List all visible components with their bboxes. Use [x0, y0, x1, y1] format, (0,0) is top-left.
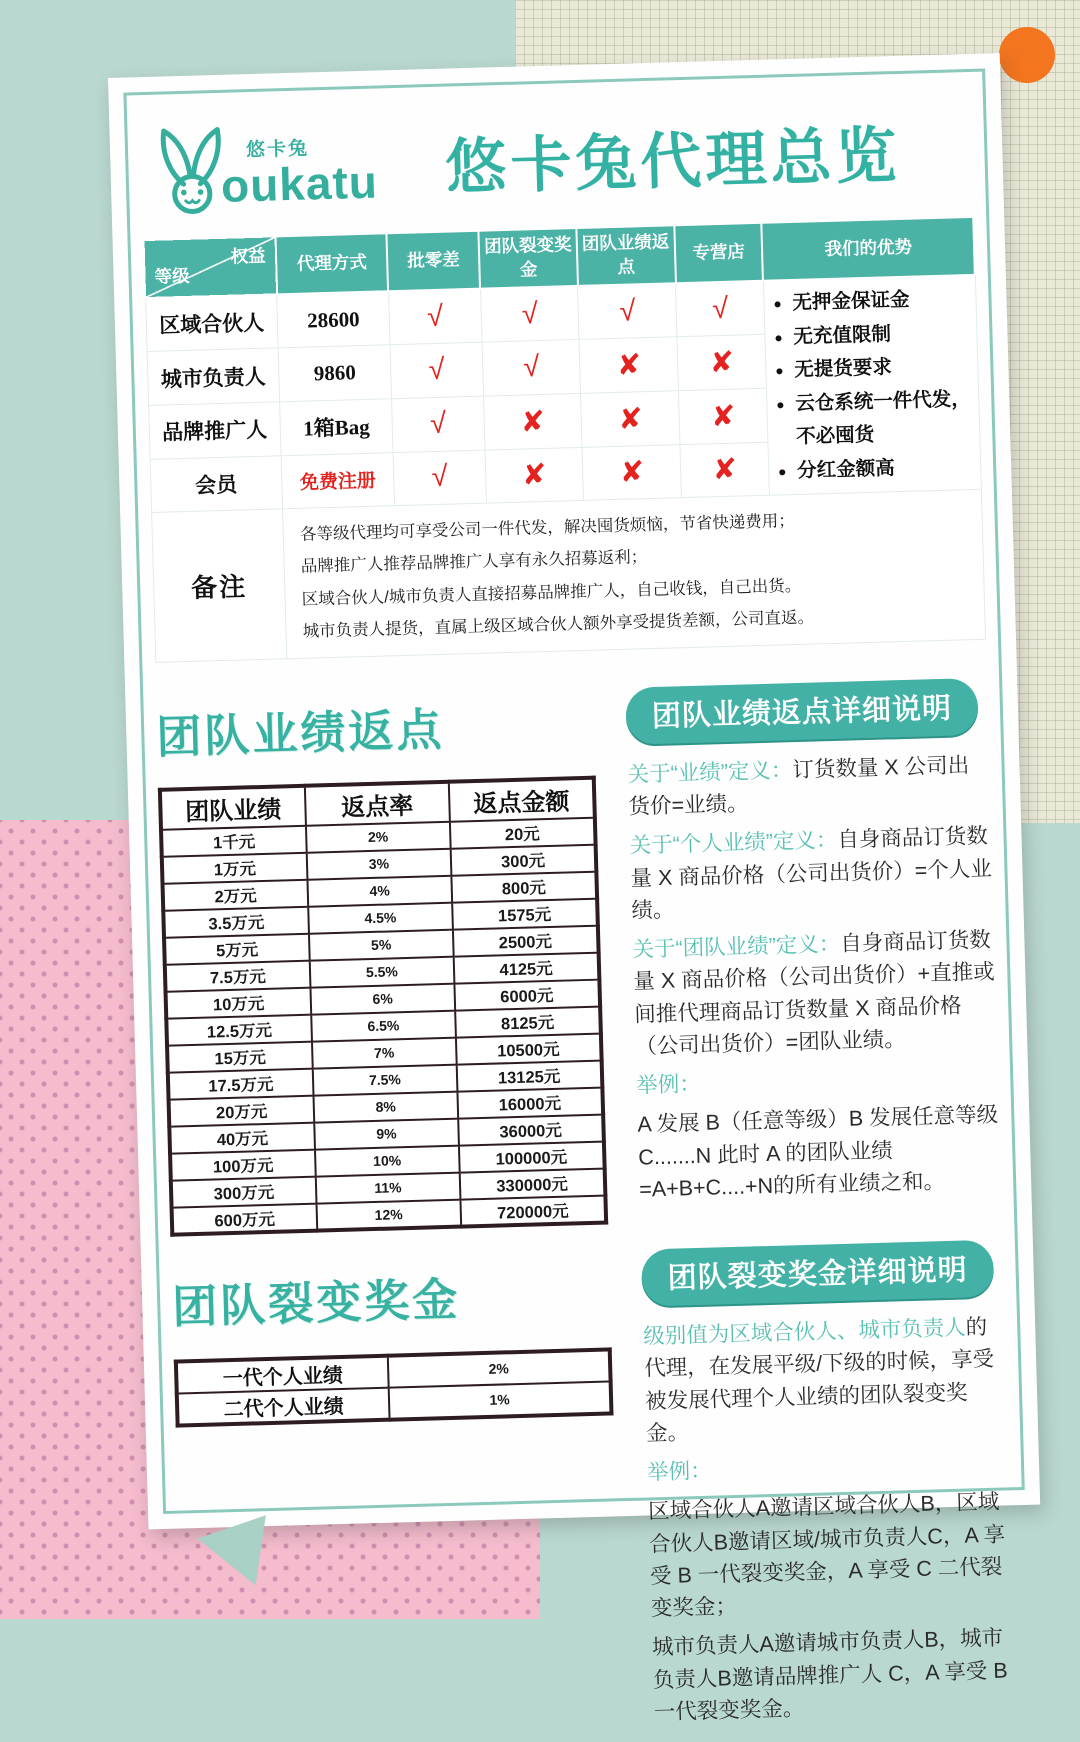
- paragraph: [627, 749, 991, 824]
- note-line: 各等级代理均可享受公司一件代发，解决囤货烦恼，节省快递费用；: [299, 512, 796, 545]
- rebate-section-title: 团队业绩返点: [155, 703, 446, 763]
- agency-comparison-table: [143, 216, 987, 663]
- cross-mark: ✘: [485, 447, 584, 503]
- header: [147, 102, 969, 217]
- cell: 100000元: [459, 1141, 605, 1172]
- cell: 6%: [310, 984, 455, 1015]
- rebate-col-performance: 团队业绩: [160, 786, 306, 830]
- cell: 2%: [306, 822, 451, 853]
- cell: 3.5万元: [163, 907, 308, 938]
- cell: 8125元: [455, 1006, 601, 1037]
- cell: 10%: [315, 1145, 460, 1176]
- example-lead: 举例：: [636, 1071, 702, 1098]
- level-name: 城市负责人: [147, 348, 280, 405]
- paragraph: [632, 924, 997, 1063]
- logo-text-en: oukatu: [220, 155, 379, 212]
- cell: 20万元: [169, 1096, 314, 1127]
- col-header-wholesale: 批零差: [387, 231, 480, 292]
- advantages-list: [792, 282, 976, 488]
- cell: 800元: [452, 872, 598, 903]
- rebate-table: [158, 776, 608, 1237]
- left-column: [155, 688, 628, 1741]
- corner-label-level: 等级: [154, 266, 190, 288]
- advantage-item: • 无提货要求: [794, 349, 973, 388]
- definition-body: 订货数量 X 公司出货价=业绩。: [628, 753, 970, 819]
- cell: 36000元: [458, 1114, 604, 1145]
- cross-mark: ✘: [582, 444, 681, 500]
- cell: 10500元: [456, 1033, 602, 1064]
- cell: 1%: [389, 1381, 612, 1419]
- cell: 1575元: [452, 899, 598, 930]
- fission-detail-badge: 团队裂变奖金详细说明: [641, 1240, 994, 1307]
- page-title: 悠卡兔代理总览: [444, 120, 902, 202]
- col-header-fission: 团队裂变奖金: [479, 228, 578, 289]
- advantage-item: • 分红金额高: [797, 450, 976, 489]
- level-price: 9860: [278, 345, 391, 402]
- definition-lead: 级别值为区域合伙人、城市负责人: [643, 1315, 967, 1349]
- cross-mark: ✘: [581, 391, 680, 447]
- definition-body: 的代理，在发展平级/下级的时候，享受被发展代理个人业绩的团队裂变奖金。: [643, 1315, 995, 1446]
- orange-circle-decoration: [999, 27, 1055, 83]
- triangle-decoration: [192, 1506, 266, 1586]
- rebate-col-rate: 返点率: [304, 782, 450, 826]
- cell: 330000元: [460, 1168, 606, 1199]
- notes-label: 备注: [151, 509, 287, 662]
- cell: 20元: [450, 818, 596, 849]
- level-name: 品牌推广人: [148, 402, 281, 459]
- paragraph: [643, 1311, 1008, 1450]
- cell: 9%: [314, 1118, 459, 1149]
- advantage-item: • 无押金保证金: [792, 282, 971, 321]
- cell: 15万元: [167, 1042, 312, 1073]
- check-mark: √: [389, 289, 482, 345]
- cell: 4.5%: [308, 903, 453, 934]
- definition-lead: 关于“团队业绩”定义：: [632, 932, 841, 962]
- cell: 11%: [315, 1172, 460, 1203]
- cell: 720000元: [461, 1195, 607, 1226]
- cell: 2%: [388, 1349, 611, 1387]
- definition-body: 自身商品订货数量 X 商品价格（公司出货价）=个人业绩。: [630, 824, 993, 923]
- notes-row: [151, 489, 985, 662]
- rebate-col-amount: 返点金额: [449, 778, 595, 822]
- cell: 7.5%: [312, 1065, 457, 1096]
- cell: 3%: [306, 849, 451, 880]
- advantage-item: • 云仓系统一件代发，不必囤货: [795, 383, 975, 455]
- cross-mark: ✘: [579, 337, 678, 393]
- definition-lead: 关于“业绩”定义：: [627, 758, 793, 787]
- cell: 17.5万元: [168, 1069, 313, 1100]
- cell: 12%: [316, 1199, 461, 1230]
- cell: 13125元: [457, 1060, 603, 1091]
- cell: 16000元: [458, 1087, 604, 1118]
- brand-logo: [147, 119, 378, 217]
- check-mark: √: [482, 340, 581, 396]
- corner-label-rights: 权益: [230, 245, 266, 267]
- cell: 6.5%: [311, 1011, 456, 1042]
- level-price: 28600: [277, 291, 390, 348]
- cell: 5%: [309, 930, 454, 961]
- cell: 7.5万元: [165, 961, 310, 992]
- poster-card: [108, 53, 1040, 1725]
- check-mark: √: [393, 450, 486, 506]
- level-price: 1箱Bag: [280, 399, 393, 456]
- right-column: [625, 678, 1016, 1729]
- fission-table: [174, 1347, 614, 1427]
- col-header-store: 专营店: [674, 223, 763, 283]
- paragraph: [636, 1060, 999, 1102]
- check-mark: √: [390, 342, 483, 398]
- cell: 300万元: [171, 1177, 316, 1208]
- col-header-rebate: 团队业绩返点: [576, 225, 675, 286]
- paragraph: [629, 820, 994, 927]
- level-name: 区域合伙人: [145, 294, 278, 351]
- rebate-detail-badge: 团队业绩返点详细说明: [625, 678, 978, 745]
- cross-mark: ✘: [679, 388, 768, 444]
- logo-text-cn: 悠卡兔: [245, 138, 310, 162]
- check-mark: √: [676, 281, 765, 337]
- cell: 600万元: [172, 1204, 317, 1235]
- cell: 一代个人业绩: [176, 1356, 389, 1394]
- example-body: 城市负责人A邀请城市负责人B，城市负责人B邀请品牌推广人 C，A 享受 B 一代裂变奖金。: [651, 1625, 1008, 1725]
- cell: 4125元: [454, 953, 600, 984]
- example-lead: 举例：: [646, 1458, 712, 1485]
- cross-mark: ✘: [680, 442, 769, 498]
- cell: 4%: [307, 876, 452, 907]
- example-body: A 发展 B（任意等级）B 发展任意等级 C.......N 此时 A 的团队业绩=A+B+C....+N的所有业绩之和。: [637, 1102, 999, 1202]
- cell: 5万元: [164, 934, 309, 965]
- example-body: 区域合伙人A邀请区域合伙人B，区域合伙人B邀请区域/城市负责人C，A 享受 B 一代裂变奖金，A 享受 C 二代裂变奖金；: [647, 1490, 1006, 1621]
- definition-lead: 关于“个人业绩”定义：: [629, 828, 838, 859]
- cell: 2万元: [163, 880, 308, 911]
- check-mark: √: [578, 283, 677, 339]
- cell: 7%: [312, 1038, 457, 1069]
- cell: 8%: [313, 1092, 458, 1123]
- notes-cell: [283, 489, 985, 658]
- cell: 1万元: [162, 853, 307, 884]
- col-header-agency: 代理方式: [275, 233, 388, 294]
- check-mark: √: [391, 396, 484, 452]
- check-mark: √: [480, 286, 579, 342]
- cell: 300元: [451, 845, 597, 876]
- paragraph: [637, 1099, 1002, 1206]
- advantage-item: • 无充值限制: [793, 316, 972, 355]
- level-name: 会员: [150, 455, 283, 512]
- note-line: 区域合伙人/城市负责人直接招募品牌推广人，自己收钱，自己出货。: [301, 576, 802, 609]
- col-header-advantage: 我们的优势: [762, 217, 975, 281]
- paragraph: [647, 1447, 1010, 1489]
- cell: 2500元: [453, 926, 599, 957]
- cell: 100万元: [170, 1150, 315, 1181]
- definition-body: 自身商品订货数量 X 商品价格（公司出货价）+直推或间推代理商品订货数量 X 商品价格（公司出货价）=团队业绩。: [633, 927, 996, 1059]
- cross-mark: ✘: [677, 334, 766, 390]
- cell: 1千元: [161, 826, 306, 857]
- fission-section-title: 团队裂变奖金: [171, 1273, 461, 1333]
- level-price: 免费注册: [281, 452, 394, 509]
- cell: 10万元: [166, 988, 311, 1019]
- fission-detail-text: [643, 1311, 1016, 1729]
- cell: 40万元: [169, 1123, 314, 1154]
- advantages-cell: [763, 275, 980, 496]
- cell: 二代个人业绩: [177, 1388, 390, 1426]
- paragraph: [648, 1486, 1013, 1625]
- paragraph: [652, 1622, 1017, 1729]
- note-line: 品牌推广人推荐品牌推广人享有永久招募返利；: [300, 548, 648, 577]
- cell: 6000元: [455, 980, 601, 1011]
- corner-header-cell: [144, 236, 277, 298]
- cross-mark: ✘: [483, 393, 582, 449]
- note-line: 城市负责人提货，直属上级区域合伙人额外享受提货差额，公司直返。: [302, 608, 815, 641]
- cell: 12.5万元: [166, 1015, 311, 1046]
- rebate-detail-text: [627, 749, 1001, 1206]
- cell: 5.5%: [309, 957, 454, 988]
